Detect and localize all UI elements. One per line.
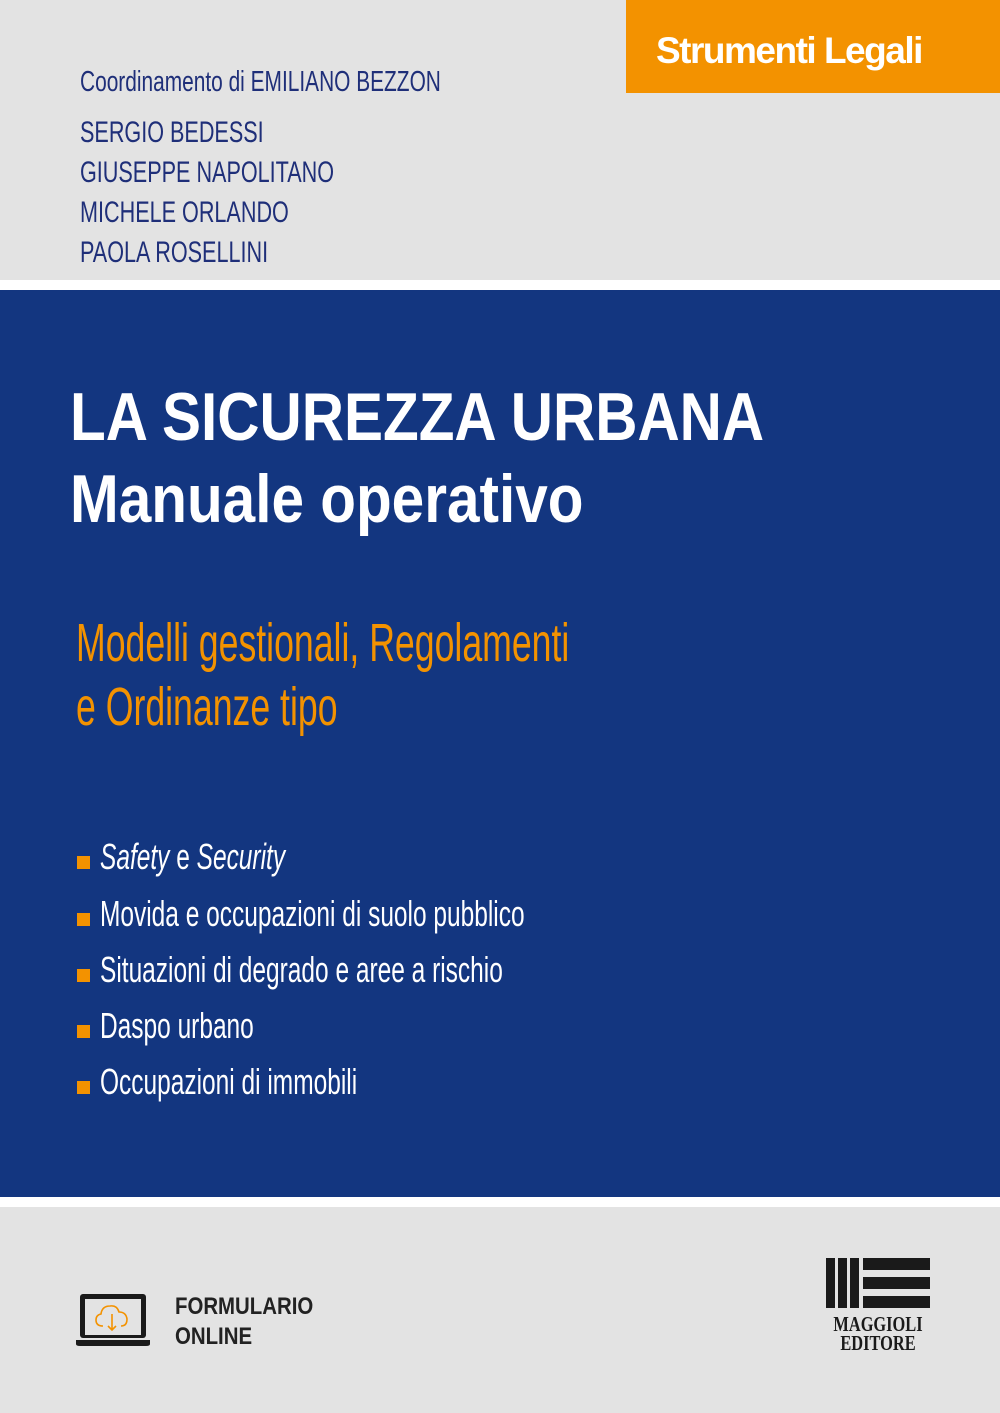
online-label-line-1: FORMULARIO	[175, 1293, 314, 1320]
publisher-logo	[826, 1258, 930, 1353]
maggioli-mark-icon	[826, 1258, 930, 1308]
subtitle-line-1: Modelli gestionali, Regolamenti	[76, 613, 570, 673]
bullet-square-icon	[77, 913, 90, 926]
bullet-text: Occupazioni di immobili	[100, 1061, 358, 1102]
bullet-text	[100, 836, 285, 878]
bullet-italic: Safety	[100, 836, 170, 877]
subtitle-line-2: e Ordinanze tipo	[76, 677, 338, 737]
divider	[0, 280, 1000, 290]
laptop-cloud-download-icon	[76, 1292, 150, 1348]
coordinator: Coordinamento di EMILIANO BEZZON	[80, 66, 441, 98]
publisher-sub: EDITORE	[840, 1331, 916, 1355]
bullet-square-icon	[77, 1081, 90, 1094]
bullet-item	[77, 1005, 326, 1047]
bullet-text: Situazioni di degrado e aree a rischio	[100, 949, 503, 990]
bullet-item	[77, 893, 724, 935]
bullet-item	[77, 949, 692, 991]
bullet-square-icon	[77, 969, 90, 982]
bullet-item	[77, 1061, 478, 1103]
online-label-line-2: ONLINE	[175, 1323, 253, 1350]
series-banner	[626, 0, 1000, 93]
title-line-2: Manuale operativo	[70, 461, 584, 537]
publisher-name: MAGGIOLI	[833, 1312, 923, 1336]
author: GIUSEPPE NAPOLITANO	[80, 156, 335, 189]
bullet-text: Daspo urbano	[100, 1005, 254, 1046]
author: SERGIO BEDESSI	[80, 116, 264, 149]
author: MICHELE ORLANDO	[80, 196, 289, 229]
bullet-text: Movida e occupazioni di suolo pubblico	[100, 893, 525, 934]
bullet-item	[77, 836, 372, 878]
author: PAOLA ROSELLINI	[80, 236, 269, 269]
title-line-1: LA SICUREZZA URBANA	[70, 379, 765, 455]
series-label: Strumenti Legali	[656, 30, 922, 71]
divider	[0, 1197, 1000, 1207]
bullet-conj: e	[169, 836, 197, 877]
bullet-square-icon	[77, 856, 90, 869]
bullet-italic: Security	[196, 836, 286, 877]
online-forms-label	[175, 1292, 313, 1352]
bullet-square-icon	[77, 1025, 90, 1038]
